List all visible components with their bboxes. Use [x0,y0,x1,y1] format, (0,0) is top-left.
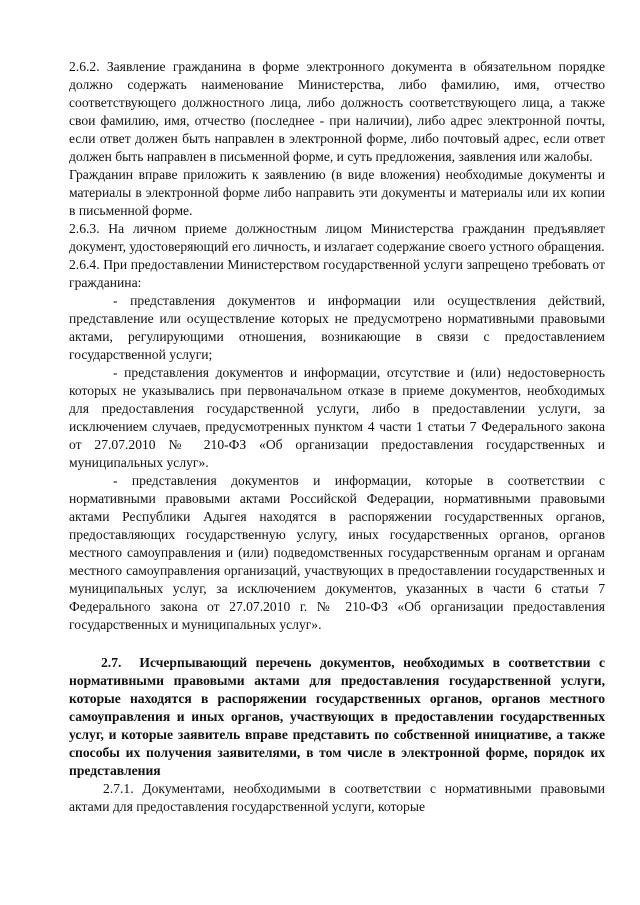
list-item-3: - представления документов и информации, которые в соответствии с нормативными правовыми актами Российской Федерации, нормативными правовыми актами Республики Адыгея находятся в распоряжении государственных органов, предоставляющих государственную услугу, иных государственных органов, органов местного самоуправления и (или) подведомственных государственным органам и органам местного самоуправления организаций, участвующих в предоставлении государственных и муниципальных услуг, за исключением документов, указанных в части 6 статьи 7 Федерального закона от 27.07.2010 г. № 210-ФЗ «Об организации предоставления государственных и муниципальных услуг». [69,473,605,632]
section-heading-text: Исчерпывающий перечень документов, необходимых в соответствии с нормативными правовыми актами для предоставления государственной услуги, которые находятся в распоряжении государственных органов, органов местного самоуправления и иных органов, участвующих в предоставлении государственных услуг, и которые заявитель вправе представить по собственной инициативе, а также способы их получения заявителями, в том числе в электронной форме, порядок их представления [69,655,605,778]
list-item-1: - представления документов и информации или осуществления действий, представление или осуществление которых не предусмотрено нормативными правовыми актами, регулирующими отношения, возникающие в связи с предоставлением государственной услуги; [69,293,605,362]
paragraph-2-7-1: 2.7.1. Документами, необходимыми в соответствии с нормативными правовыми актами для предоставления государственной услуги, которые [69,781,605,814]
paragraph-2-6-4: 2.6.4. При предоставлении Министерством государственной услуги запрещено требовать от гражданина: [69,257,605,290]
paragraph-2-6-2: 2.6.2. Заявление гражданина в форме электронного документа в обязательном порядке должно содержать наименование Министерства, либо фамилию, имя, отчество соответствующего должностного лица, либо должность соответствующего лица, а также свои фамилию, имя, отчество (последнее - при наличии), либо адрес электронной почты, если ответ должен быть направлен в электронной форме, либо почтовый адрес, если ответ должен быть направлен в письменной форме, и суть предложения, заявления или жалобы. [69,59,605,164]
paragraph-2-6-3: 2.6.3. На личном приеме должностным лицом Министерства гражданин предъявляет документ, удостоверяющий его личность, и излагает содержание своего устного обращения. [69,221,605,254]
section-heading-2-7 [69,654,605,780]
paragraph-attachments: Гражданин вправе приложить к заявлению (в виде вложения) необходимые документы и материалы в электронной форме либо направить эти документы и материалы или их копии в письменной форме. [69,167,605,218]
list-item-2: - представления документов и информации, отсутствие и (или) недостоверность которых не указывались при первоначальном отказе в приеме документов, необходимых для предоставления государственной услуги, либо в предоставлении услуги, за исключением случаев, предусмотренных пунктом 4 части 1 статьи 7 Федерального закона от 27.07.2010 № 210-ФЗ «Об организации предоставления государственных и муниципальных услуг». [69,365,605,470]
section-number: 2.7. [101,655,122,670]
